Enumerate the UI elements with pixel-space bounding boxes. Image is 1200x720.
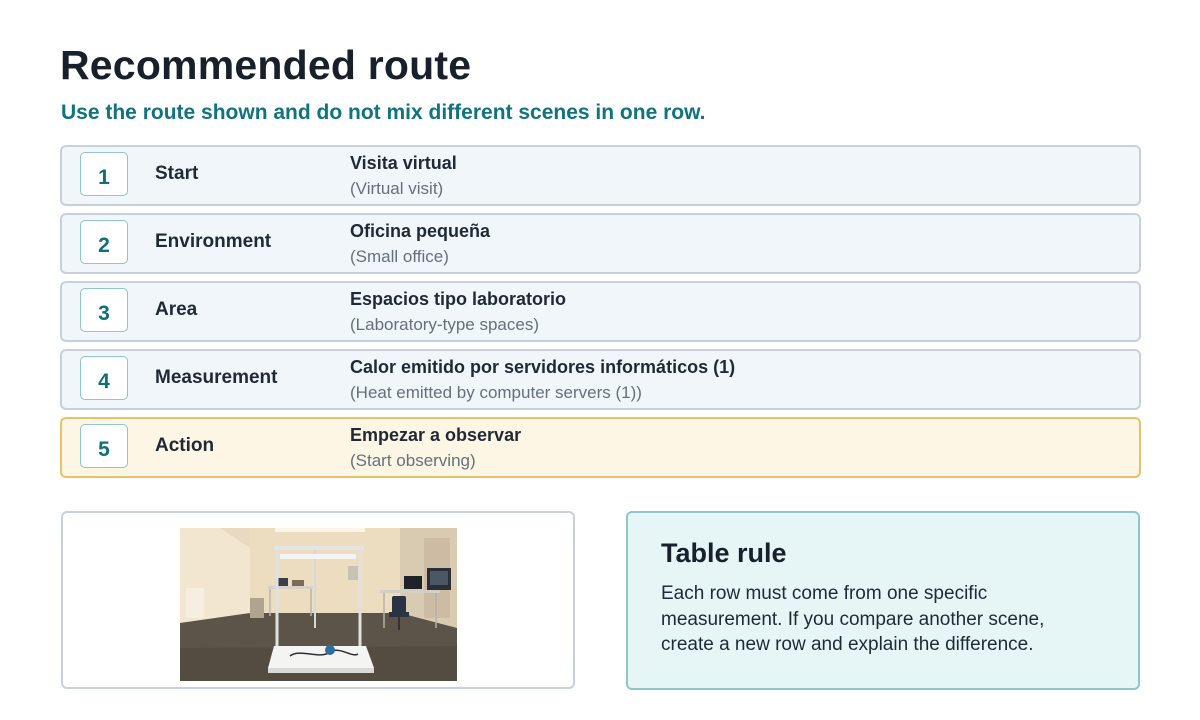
route-step-start[interactable] [60, 145, 1141, 206]
office-lab-photo [180, 528, 457, 681]
step-number: 3 [80, 288, 128, 332]
route-steps [60, 145, 1141, 485]
page-subtitle: Use the route shown and do not mix different scenes in one row. [61, 101, 706, 124]
step-label: Measurement [155, 367, 278, 388]
step-number: 4 [80, 356, 128, 400]
step-translation: (Small office) [350, 247, 449, 266]
route-step-action[interactable] [60, 417, 1141, 478]
step-value: Empezar a observar [350, 425, 522, 445]
step-label: Environment [155, 231, 272, 252]
route-step-area[interactable] [60, 281, 1141, 342]
step-translation: (Laboratory-type spaces) [350, 315, 539, 334]
step-translation: (Virtual visit) [350, 179, 444, 198]
step-translation: (Start observing) [350, 451, 476, 470]
rule-title: Table rule [661, 538, 787, 568]
step-number: 5 [80, 424, 128, 468]
page-title: Recommended route [60, 42, 472, 88]
table-rule-card [626, 511, 1140, 690]
step-number: 2 [80, 220, 128, 264]
step-value: Calor emitido por servidores informáticos (1) [350, 357, 736, 377]
step-translation: (Heat emitted by computer servers (1)) [350, 383, 642, 402]
route-step-environment[interactable] [60, 213, 1141, 274]
step-value: Espacios tipo laboratorio [350, 289, 567, 309]
photo-card [61, 511, 575, 689]
step-label: Start [155, 163, 199, 184]
step-number: 1 [80, 152, 128, 196]
step-value: Visita virtual [350, 153, 457, 173]
route-step-measurement[interactable] [60, 349, 1141, 410]
rule-text: Each row must come from one specific measurement. If you compare another scene, create a new row and explain the difference. [661, 583, 1045, 655]
step-label: Area [155, 299, 198, 320]
step-label: Action [155, 435, 215, 456]
step-value: Oficina pequeña [350, 221, 491, 241]
